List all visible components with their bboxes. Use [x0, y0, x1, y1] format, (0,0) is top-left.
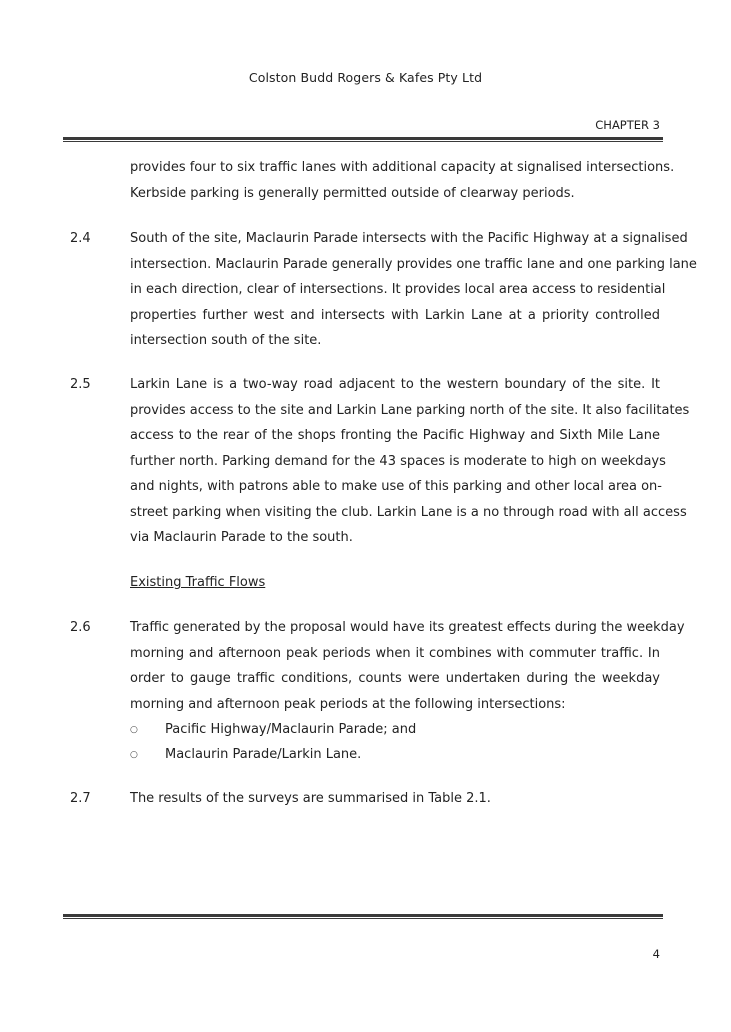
paragraph-number-2-5: 2.5	[70, 377, 91, 392]
hollow-circle-icon: ○	[130, 750, 138, 760]
header-rule	[63, 137, 663, 142]
paragraph-line: street parking when visiting the club. Larkin Lane is a no through road with all access	[130, 504, 687, 520]
paragraph-2-6	[130, 615, 685, 717]
paragraph-number-2-7: 2.7	[70, 791, 91, 806]
paragraph-2-7	[130, 786, 660, 812]
chapter-label: CHAPTER 3	[595, 118, 660, 132]
paragraph-line: Kerbside parking is generally permitted outside of clearway periods.	[130, 185, 575, 201]
continuation-paragraph	[130, 155, 675, 206]
paragraph-number-2-4: 2.4	[70, 231, 91, 246]
bullet-item	[130, 717, 416, 744]
paragraph-line: morning and afternoon peak periods at the following intersections:	[130, 696, 566, 712]
footer-rule	[63, 914, 663, 919]
firm-header: Colston Budd Rogers & Kafes Pty Ltd	[248, 70, 483, 85]
paragraph-line: morning and afternoon peak periods when it combines with commuter traffic. In	[130, 645, 660, 661]
paragraph-line: via Maclaurin Parade to the south.	[130, 530, 353, 545]
paragraph-2-4	[130, 226, 697, 354]
paragraph-line: South of the site, Maclaurin Parade intersects with the Pacific Highway at a signalised	[130, 231, 688, 246]
paragraph-line: intersection south of the site.	[130, 333, 322, 348]
paragraph-line: order to gauge traffic conditions, counts were undertaken during the weekday	[130, 671, 660, 686]
paragraph-line: access to the rear of the shops fronting the Pacific Highway and Sixth Mile Lane	[130, 428, 660, 443]
paragraph-line: Larkin Lane is a two-way road adjacent to the western boundary of the site. It	[130, 377, 660, 392]
paragraph-2-5	[130, 372, 690, 551]
bullet-text: Maclaurin Parade/Larkin Lane.	[165, 747, 362, 762]
paragraph-line: Traffic generated by the proposal would have its greatest effects during the weekday	[130, 620, 685, 635]
paragraph-number-2-6: 2.6	[70, 620, 91, 635]
paragraph-line: properties further west and intersects with Larkin Lane at a priority controlled	[130, 307, 660, 323]
paragraph-line: provides access to the site and Larkin Lane parking north of the site. It also facilitates	[130, 402, 690, 418]
paragraph-line: and nights, with patrons able to make use of this parking and other local area on-	[130, 479, 662, 494]
paragraph-line: provides four to six traffic lanes with additional capacity at signalised intersections.	[130, 160, 675, 175]
bullet-item	[130, 742, 361, 769]
paragraph-line: The results of the surveys are summarised in Table 2.1.	[130, 791, 491, 806]
paragraph-line: intersection. Maclaurin Parade generally provides one traffic lane and one parking lane	[130, 256, 697, 272]
page-number: 4	[652, 947, 660, 961]
paragraph-line: in each direction, clear of intersections. It provides local area access to residential	[130, 282, 666, 297]
paragraph-line: further north. Parking demand for the 43 spaces is moderate to high on weekdays	[130, 453, 666, 469]
bullet-text: Pacific Highway/Maclaurin Parade; and	[165, 722, 417, 737]
hollow-circle-icon: ○	[130, 725, 138, 735]
section-subheading: Existing Traffic Flows	[130, 575, 266, 590]
